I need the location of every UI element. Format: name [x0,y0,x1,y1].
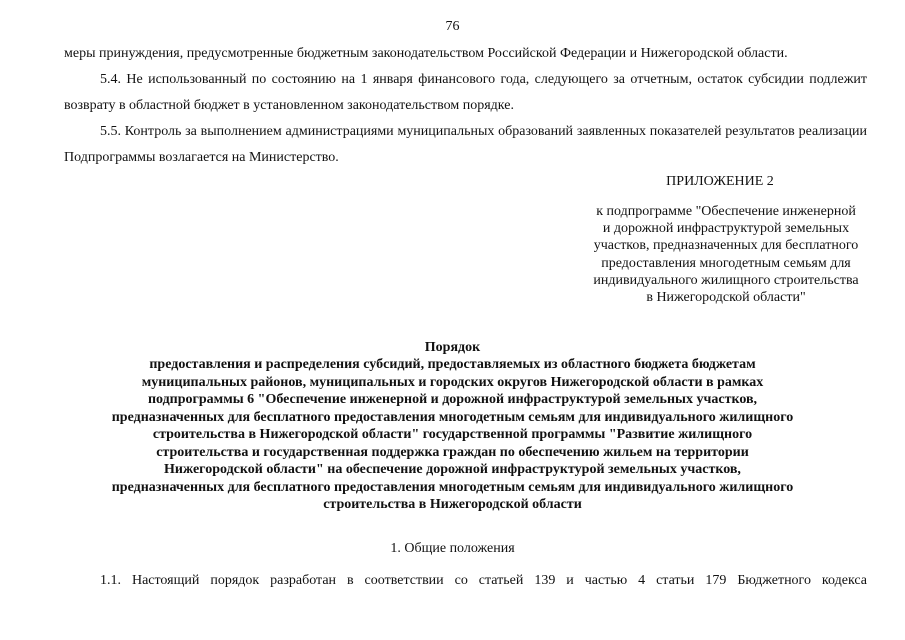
order-title-line: предназначенных для бесплатного предоставления многодетным семьям для индивидуального жилищного [111,409,794,425]
paragraph-5-5: 5.5. Контроль за выполнением администрациями муниципальных образований заявленных показателей результатов реализации Подпрограммы возлагается на Министерство. [64,124,867,165]
paragraph-5-4: 5.4. Не использованный по состоянию на 1 января финансового года, следующего за отчетным, остаток субсидии подлежит возврату в областной бюджет в установленном законодательством порядке. [64,72,867,113]
appendix-subtitle-line: предоставления многодетным семьям для [601,255,851,271]
paragraph-coercive-measures: меры принуждения, предусмотренные бюджетным законодательством Российской Федерации и Нижегородской области. [64,46,788,61]
appendix-subtitle-line: к подпрограмме "Обеспечение инженерной [596,204,856,219]
order-title-line: строительства в Нижегородской области [323,497,582,512]
order-title-line: Нижегородской области" на обеспечение дорожной инфраструктурой земельных участков, [164,462,741,477]
paragraph-1-1: 1.1. Настоящий порядок разработан в соответствии со статьей 139 и частью 4 статьи 179 Бюджетного кодекса [100,573,867,588]
order-title-line: муниципальных районов, муниципальных и городских округов Нижегородской области в рамках [141,374,764,390]
appendix-subtitle-line: в Нижегородской области" [646,290,806,306]
appendix-subtitle [565,203,887,306]
appendix-subtitle-line: участков, предназначенных для бесплатного [593,238,859,254]
order-title-block [60,356,845,514]
page-number: 76 [445,19,460,34]
order-title-line: строительства в Нижегородской области" государственной программы "Развитие жилищного [152,427,753,442]
appendix-title: ПРИЛОЖЕНИЕ 2 [666,174,774,189]
appendix-subtitle-line: индивидуального жилищного строительства [593,272,859,288]
order-heading: Порядок [424,340,481,355]
order-title-line: подпрограммы 6 "Обеспечение инженерной и дорожной инфраструктурой земельных участков, [147,392,758,407]
order-title-line: предназначенных для бесплатного предоставления многодетным семьям для индивидуального жилищного [111,479,794,495]
appendix-subtitle-line: и дорожной инфраструктурой земельных [602,221,850,237]
section-title-general-provisions: 1. Общие положения [390,541,515,556]
order-title-line: предоставления и распределения субсидий, предоставляемых из областного бюджета бюджетам [149,357,756,372]
order-title-line: строительства и государственная поддержка граждан по обеспечению жильем на территории [156,444,749,460]
